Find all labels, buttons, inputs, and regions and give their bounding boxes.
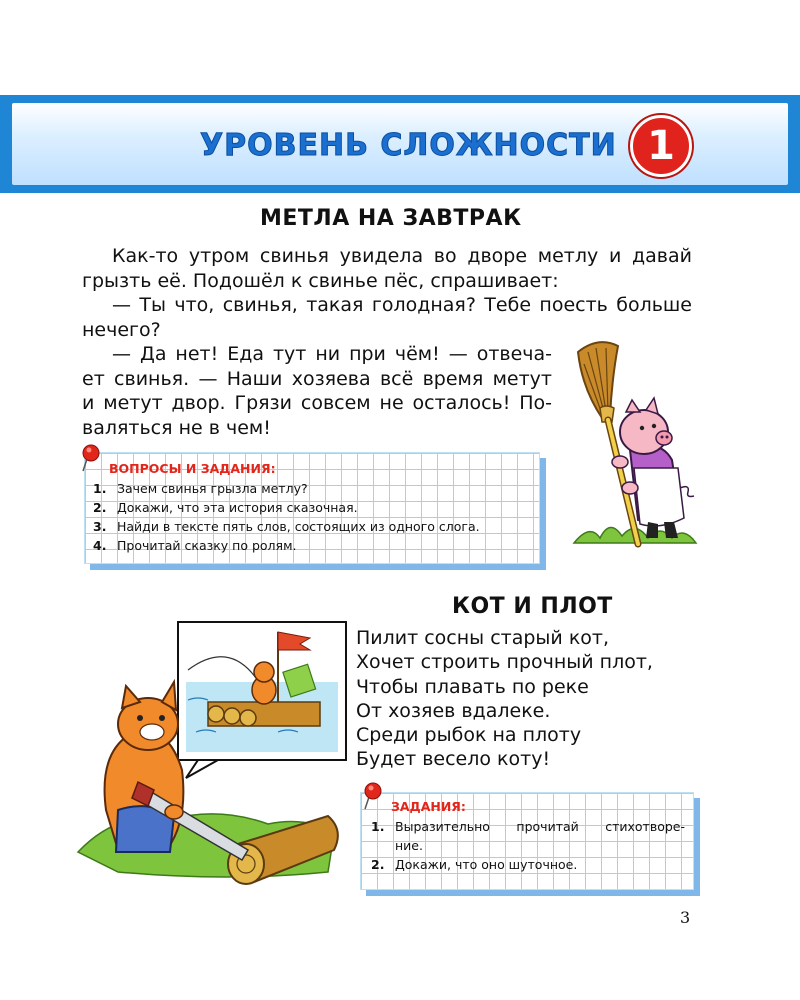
story-text-top <box>82 244 692 342</box>
tasks-card <box>360 792 694 890</box>
list-item: 1. Выразительно прочитай стихотворе- ние. <box>371 819 685 853</box>
story-text-bottom <box>82 342 552 440</box>
tasks-list <box>371 817 685 874</box>
tasks-title: ЗАДАНИЯ: <box>391 799 466 814</box>
story-line: ет свинья. — Наши хозяева всё время метут <box>82 367 552 390</box>
story-line: грызть её. Подошёл к свинье пёс, спрашивает: <box>82 269 559 292</box>
page-number: 3 <box>680 908 691 927</box>
story-line: валяться не в чем! <box>82 416 271 439</box>
questions-list <box>93 479 480 555</box>
list-item: 2. Докажи, что эта история сказочная. <box>93 500 358 515</box>
story-line: нечего? <box>82 318 161 341</box>
cat-sawing-illustration <box>78 620 348 890</box>
poem-line: Хочет строить прочный плот, <box>356 651 653 674</box>
story-line: Как-то утром свинья увидела во дворе метлу и давай <box>112 245 692 267</box>
pig-with-broom-illustration <box>560 338 710 553</box>
story-title-cat-raft: КОТ И ПЛОТ <box>452 594 613 619</box>
story-title-broom: МЕТЛА НА ЗАВТРАК <box>260 206 522 231</box>
poem <box>356 626 653 772</box>
poem-line: Пилит сосны старый кот, <box>356 627 610 649</box>
list-item: 2. Докажи, что оно шуточное. <box>371 857 578 872</box>
level-title: УРОВЕНЬ СЛОЖНОСТИ <box>200 128 617 163</box>
list-item: 4. Прочитай сказку по ролям. <box>93 538 297 553</box>
pushpin-icon <box>361 781 385 811</box>
poem-line: Среди рыбок на плоту <box>356 724 582 747</box>
pushpin-icon <box>79 443 103 473</box>
level-number-badge: 1 <box>630 115 692 177</box>
story-line: — Да нет! Еда тут ни при чём! — отвеча- <box>112 343 552 365</box>
poem-line: Чтобы плавать по реке <box>356 675 589 698</box>
questions-title: ВОПРОСЫ И ЗАДАНИЯ: <box>109 461 276 476</box>
list-item: 1. Зачем свинья грызла метлу? <box>93 481 308 496</box>
poem-line: От хозяев вдалеке. <box>356 699 551 722</box>
poem-line: Будет весело коту! <box>356 748 551 771</box>
story-line: — Ты что, свинья, такая голодная? Тебе поесть больше <box>112 294 692 316</box>
story-line: и метут двор. Грязи совсем не осталось! По- <box>82 392 552 414</box>
list-item: 3. Найди в тексте пять слов, состоящих из одного слога. <box>93 519 480 534</box>
questions-card <box>84 452 540 564</box>
